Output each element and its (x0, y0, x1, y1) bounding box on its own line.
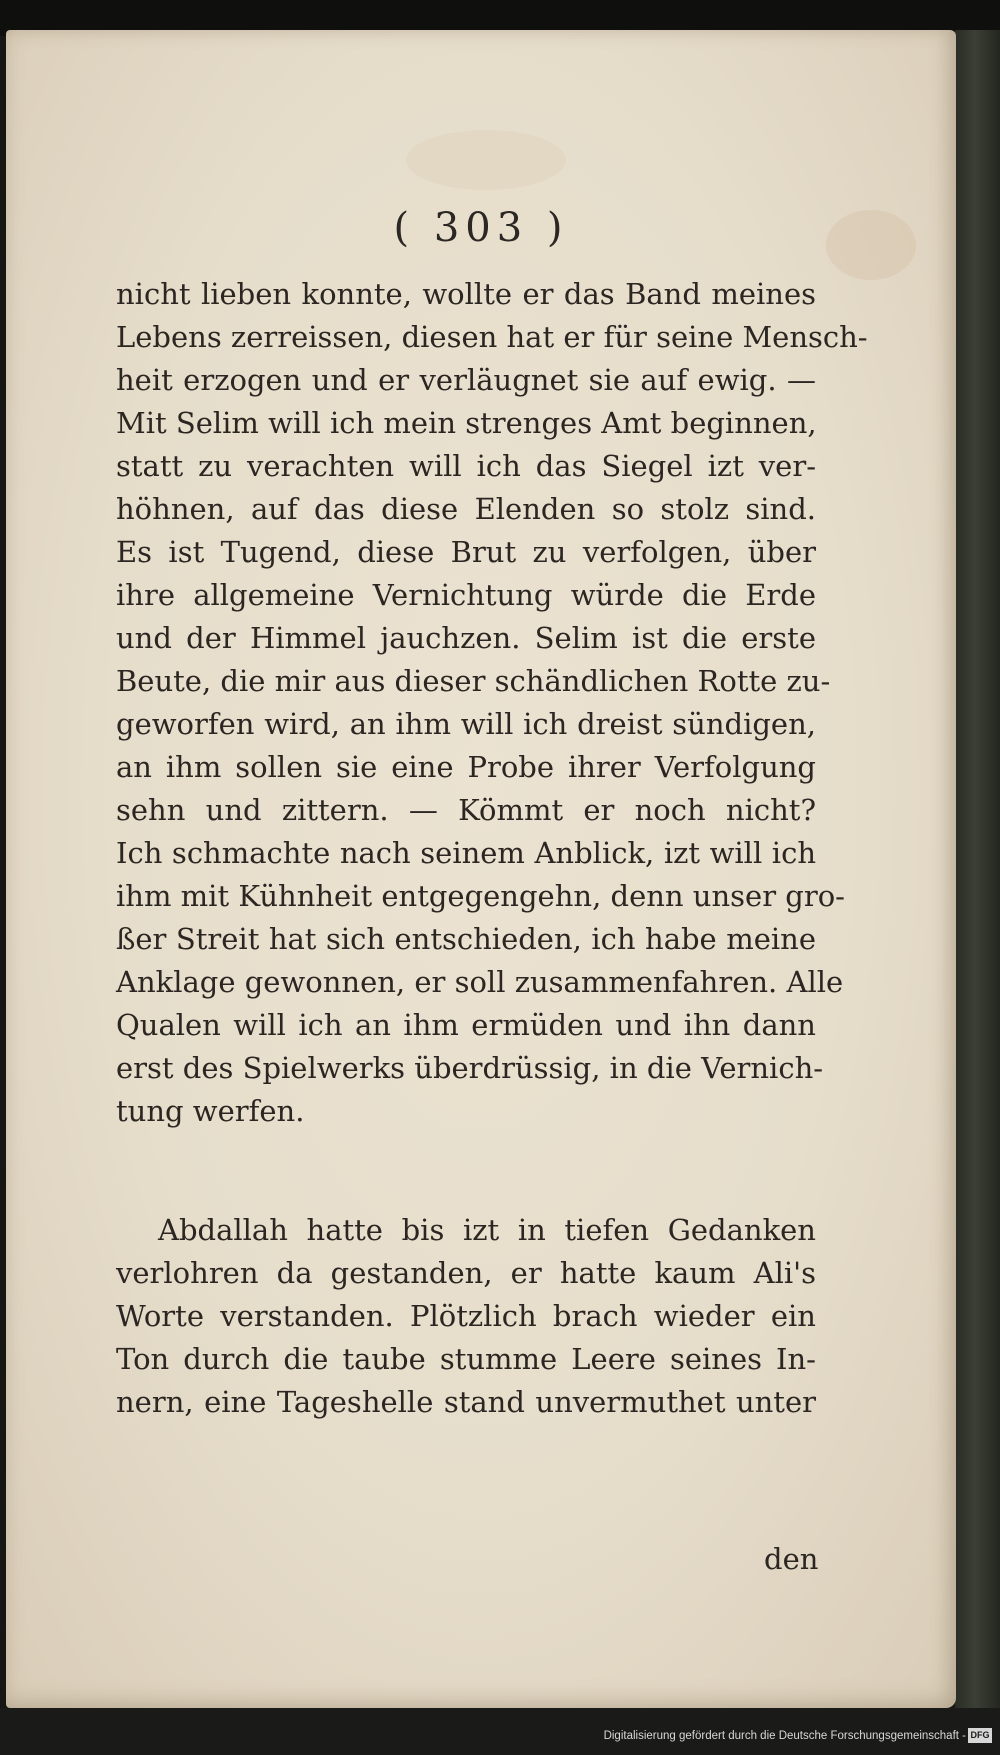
text-line: statt zu verachten will ich das Siegel izt ver- (116, 449, 816, 483)
digitization-credit: Digitalisierung gefördert durch die Deutsche Forschungsgemeinschaft - (603, 1730, 966, 1742)
text-line: und der Himmel jauchzen. Selim ist die erste (116, 621, 816, 655)
text-line: Qualen will ich an ihm ermüden und ihn dann (116, 1008, 816, 1042)
dfg-logo: DFG (968, 1728, 992, 1743)
text-line: nicht lieben konnte, wollte er das Band meines (116, 277, 816, 311)
text-line: höhnen, auf das diese Elenden so stolz sind. (116, 492, 816, 526)
text-line: an ihm sollen sie eine Probe ihrer Verfolgung (116, 750, 816, 784)
text-line: Lebens zerreissen, diesen hat er für seine Mensch- (116, 320, 868, 354)
book-page (6, 30, 956, 1708)
text-line: Es ist Tugend, diese Brut zu verfolgen, über (116, 535, 816, 569)
text-line: verlohren da gestanden, er hatte kaum Ali's (116, 1256, 816, 1290)
page-number: ( 303 ) (393, 205, 569, 251)
book-edge (955, 30, 1000, 1730)
text-line: Ton durch die taube stumme Leere seines In- (116, 1342, 816, 1376)
text-line: ihre allgemeine Vernichtung würde die Erde (116, 578, 816, 612)
text-line: geworfen wird, an ihm will ich dreist sündigen, (116, 707, 816, 741)
paper-stain (406, 130, 566, 190)
text-line: nern, eine Tageshelle stand unvermuthet unter (116, 1385, 816, 1419)
text-line: sehn und zittern. — Kömmt er noch nicht? (116, 793, 816, 827)
text-line: Mit Selim will ich mein strenges Amt beginnen, (116, 406, 817, 440)
text-line: Beute, die mir aus dieser schändlichen Rotte zu- (116, 664, 831, 698)
text-line: ihm mit Kühnheit entgegengehn, denn unser gro- (116, 879, 845, 913)
catchword: den (764, 1542, 819, 1576)
text-line: tung werfen. (116, 1094, 305, 1128)
text-line: ßer Streit hat sich entschieden, ich habe meine (116, 922, 816, 956)
text-line: Ich schmachte nach seinem Anblick, izt will ich (116, 836, 816, 870)
text-line: Worte verstanden. Plötzlich brach wieder ein (116, 1299, 816, 1333)
text-line: heit erzogen und er verläugnet sie auf ewig. — (116, 363, 816, 397)
text-line: erst des Spielwerks überdrüssig, in die Vernich- (116, 1051, 824, 1085)
text-line: Anklage gewonnen, er soll zusammenfahren. Alle (116, 965, 844, 999)
text-line: Abdallah hatte bis izt in tiefen Gedanken (158, 1213, 816, 1247)
